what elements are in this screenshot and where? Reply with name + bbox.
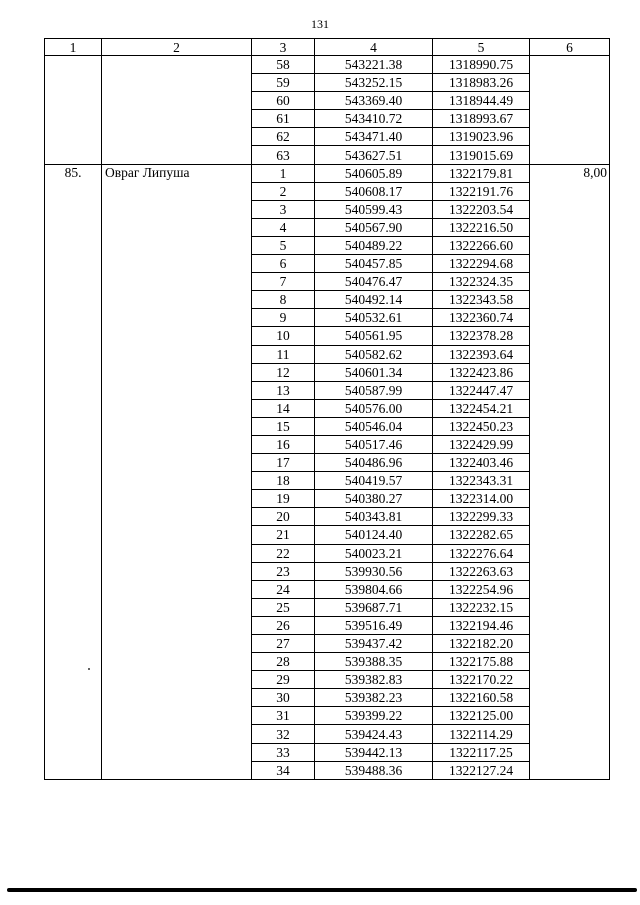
coordinate-x: 540489.22 [315, 236, 433, 254]
point-number: 12 [252, 363, 315, 381]
coordinate-x: 540476.47 [315, 273, 433, 291]
coordinate-x: 539424.43 [315, 725, 433, 743]
point-number: 34 [252, 761, 315, 779]
coordinate-y: 1322194.46 [433, 616, 530, 634]
coordinate-x: 539488.36 [315, 761, 433, 779]
coordinate-x: 540517.46 [315, 435, 433, 453]
coordinate-x: 539382.83 [315, 671, 433, 689]
coordinate-y: 1322360.74 [433, 309, 530, 327]
header-cell-6: 6 [530, 39, 610, 56]
point-number: 10 [252, 327, 315, 345]
coordinate-y: 1322127.24 [433, 761, 530, 779]
coordinate-y: 1322450.23 [433, 417, 530, 435]
coordinate-y: 1322276.64 [433, 544, 530, 562]
coordinate-y: 1322216.50 [433, 218, 530, 236]
point-number: 14 [252, 399, 315, 417]
coordinate-y: 1318944.49 [433, 92, 530, 110]
object-name: Овраг Липуша [102, 164, 252, 779]
coordinate-y: 1322282.65 [433, 526, 530, 544]
coordinate-y: 1322343.31 [433, 472, 530, 490]
bottom-rule [7, 888, 637, 892]
coordinate-x: 539687.71 [315, 598, 433, 616]
point-number: 63 [252, 146, 315, 164]
coordinate-x: 543627.51 [315, 146, 433, 164]
coordinate-x: 539382.23 [315, 689, 433, 707]
point-number: 16 [252, 435, 315, 453]
point-number: 28 [252, 653, 315, 671]
coordinate-x: 539442.13 [315, 743, 433, 761]
coordinate-y: 1322314.00 [433, 490, 530, 508]
coordinate-y: 1319023.96 [433, 128, 530, 146]
coordinate-x: 540567.90 [315, 218, 433, 236]
coordinate-y: 1322429.99 [433, 435, 530, 453]
coordinate-x: 540599.43 [315, 200, 433, 218]
coordinate-y: 1322343.58 [433, 291, 530, 309]
coordinate-x: 540486.96 [315, 454, 433, 472]
coordinate-x: 539399.22 [315, 707, 433, 725]
coordinate-y: 1322266.60 [433, 236, 530, 254]
coordinate-y: 1322294.68 [433, 255, 530, 273]
coordinate-x: 540124.40 [315, 526, 433, 544]
point-number: 27 [252, 635, 315, 653]
point-number: 25 [252, 598, 315, 616]
point-number: 20 [252, 508, 315, 526]
coordinate-x: 540561.95 [315, 327, 433, 345]
point-number: 22 [252, 544, 315, 562]
point-number: 62 [252, 128, 315, 146]
coordinate-x: 543221.38 [315, 56, 433, 74]
point-number: 18 [252, 472, 315, 490]
coordinate-y: 1322378.28 [433, 327, 530, 345]
coordinate-y: 1322117.25 [433, 743, 530, 761]
coordinate-x: 540546.04 [315, 417, 433, 435]
point-number: 6 [252, 255, 315, 273]
point-number: 9 [252, 309, 315, 327]
header-cell-3: 3 [252, 39, 315, 56]
point-number: 26 [252, 616, 315, 634]
page-number: 131 [311, 17, 329, 31]
object-index: 85. [45, 164, 102, 779]
header-row [45, 39, 610, 56]
point-number: 19 [252, 490, 315, 508]
coordinate-y: 1322447.47 [433, 381, 530, 399]
point-number: 3 [252, 200, 315, 218]
coordinate-x: 540419.57 [315, 472, 433, 490]
coordinate-y: 1322191.76 [433, 182, 530, 200]
header-cell-5: 5 [433, 39, 530, 56]
coordinate-x: 540605.89 [315, 164, 433, 182]
coordinates-table [44, 38, 610, 780]
coordinate-x: 543252.15 [315, 74, 433, 92]
coordinate-x: 539437.42 [315, 635, 433, 653]
header-cell-2: 2 [102, 39, 252, 56]
object-index [45, 56, 102, 165]
point-number: 61 [252, 110, 315, 128]
point-number: 30 [252, 689, 315, 707]
point-number: 11 [252, 345, 315, 363]
point-number: 4 [252, 218, 315, 236]
coordinate-x: 540457.85 [315, 255, 433, 273]
coordinate-y: 1322114.29 [433, 725, 530, 743]
coordinate-y: 1318993.67 [433, 110, 530, 128]
coordinate-y: 1318990.75 [433, 56, 530, 74]
coordinate-x: 543410.72 [315, 110, 433, 128]
coordinate-x: 539516.49 [315, 616, 433, 634]
point-number: 13 [252, 381, 315, 399]
coordinate-y: 1322160.58 [433, 689, 530, 707]
coordinate-x: 540343.81 [315, 508, 433, 526]
point-number: 60 [252, 92, 315, 110]
point-number: 58 [252, 56, 315, 74]
object-value [530, 56, 610, 165]
coordinate-y: 1322182.20 [433, 635, 530, 653]
coordinate-y: 1322175.88 [433, 653, 530, 671]
header-cell-4: 4 [315, 39, 433, 56]
coordinate-y: 1322203.54 [433, 200, 530, 218]
coordinate-x: 543369.40 [315, 92, 433, 110]
coordinate-x: 540582.62 [315, 345, 433, 363]
header-cell-1: 1 [45, 39, 102, 56]
coordinate-x: 540608.17 [315, 182, 433, 200]
coordinate-y: 1322423.86 [433, 363, 530, 381]
coordinate-x: 539388.35 [315, 653, 433, 671]
coordinate-y: 1322454.21 [433, 399, 530, 417]
coordinate-x: 539930.56 [315, 562, 433, 580]
coordinate-y: 1322393.64 [433, 345, 530, 363]
point-number: 21 [252, 526, 315, 544]
coordinate-y: 1322263.63 [433, 562, 530, 580]
point-number: 1 [252, 164, 315, 182]
coordinate-x: 540587.99 [315, 381, 433, 399]
point-number: 5 [252, 236, 315, 254]
object-value: 8,00 [530, 164, 610, 779]
point-number: 24 [252, 580, 315, 598]
point-number: 32 [252, 725, 315, 743]
object-name [102, 56, 252, 165]
coordinate-x: 540023.21 [315, 544, 433, 562]
coordinate-y: 1322324.35 [433, 273, 530, 291]
coordinate-y: 1322125.00 [433, 707, 530, 725]
table-row [45, 56, 610, 74]
coordinate-x: 540380.27 [315, 490, 433, 508]
table-row [45, 164, 610, 182]
coordinate-x: 543471.40 [315, 128, 433, 146]
coordinate-x: 540532.61 [315, 309, 433, 327]
coordinate-y: 1322170.22 [433, 671, 530, 689]
point-number: 59 [252, 74, 315, 92]
point-number: 31 [252, 707, 315, 725]
coordinate-y: 1322299.33 [433, 508, 530, 526]
point-number: 2 [252, 182, 315, 200]
point-number: 33 [252, 743, 315, 761]
table-body [45, 39, 610, 780]
coordinate-x: 540601.34 [315, 363, 433, 381]
coordinate-y: 1319015.69 [433, 146, 530, 164]
point-number: 29 [252, 671, 315, 689]
stray-dot [88, 668, 90, 670]
point-number: 7 [252, 273, 315, 291]
point-number: 15 [252, 417, 315, 435]
coordinate-y: 1318983.26 [433, 74, 530, 92]
coordinate-x: 540576.00 [315, 399, 433, 417]
coordinate-x: 540492.14 [315, 291, 433, 309]
point-number: 8 [252, 291, 315, 309]
point-number: 17 [252, 454, 315, 472]
coordinate-y: 1322403.46 [433, 454, 530, 472]
coordinate-y: 1322254.96 [433, 580, 530, 598]
coordinate-y: 1322179.81 [433, 164, 530, 182]
coordinate-y: 1322232.15 [433, 598, 530, 616]
coordinate-x: 539804.66 [315, 580, 433, 598]
point-number: 23 [252, 562, 315, 580]
